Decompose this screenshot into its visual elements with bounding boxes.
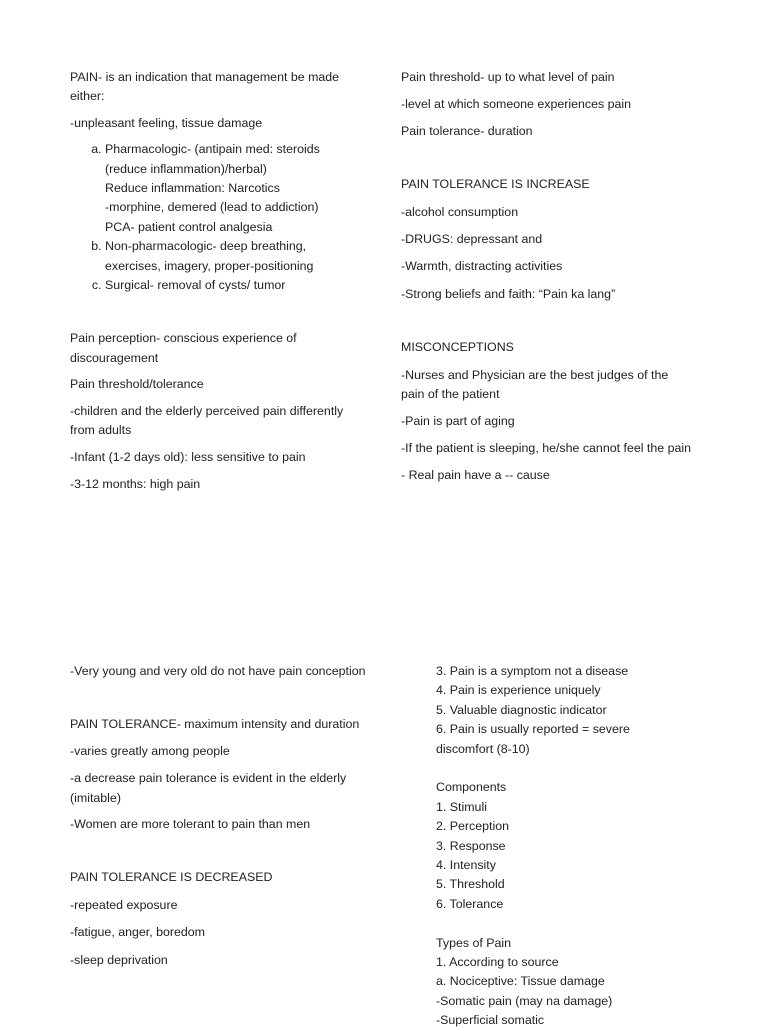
paragraph: -Nurses and Physician are the best judges of the pain of the patient: [401, 367, 669, 402]
paragraph: Pain threshold- up to what level of pain: [401, 70, 615, 84]
text-line: 3. Response: [436, 838, 506, 853]
text-line: discomfort (8-10): [436, 741, 530, 756]
paragraph: -Pain is part of aging: [401, 414, 515, 429]
list-item: [105, 276, 370, 295]
text-line: 3. Pain is a symptom not a disease: [436, 664, 629, 678]
text-line: -Somatic pain (may na damage): [436, 993, 613, 1008]
paragraph: -3-12 months: high pain: [70, 476, 201, 491]
paragraph: -repeated exposure: [70, 897, 178, 912]
text-line: 6. Pain is usually reported = severe: [436, 722, 630, 737]
paragraph: Pain tolerance- duration: [401, 123, 533, 138]
paragraph: PAIN- is an indication that management be made either:: [70, 70, 340, 104]
list-line: exercises, imagery, proper-positioning: [105, 258, 314, 273]
paragraph: -a decrease pain tolerance is evident in the elderly (imitable): [70, 771, 347, 805]
paragraph: -level at which someone experiences pain: [401, 97, 632, 112]
list-line: PCA- patient control analgesia: [105, 219, 273, 234]
paragraph: -fatigue, anger, boredom: [70, 925, 206, 940]
list-line: a. Pharmacologic- (antipain med: steroids: [105, 142, 320, 157]
paragraph: -If the patient is sleeping, he/she cannot feel the pain: [401, 440, 692, 455]
list-item: [105, 237, 370, 276]
blank-line: [436, 759, 696, 778]
section-heading: Components: [436, 780, 507, 795]
section-heading: PAIN TOLERANCE IS INCREASE: [401, 177, 590, 192]
text-line: 4. Intensity: [436, 858, 496, 873]
paragraph: Pain perception- conscious experience of discouragement: [70, 331, 297, 365]
text-line: -Superficial somatic: [436, 1013, 545, 1028]
paragraph: -Infant (1-2 days old): less sensitive to pain: [70, 449, 306, 464]
text-line: 1. Stimuli: [436, 799, 487, 814]
paragraph: -DRUGS: depressant and: [401, 232, 543, 247]
paragraph: -Women are more tolerant to pain than men: [70, 817, 311, 832]
text-line: 5. Valuable diagnostic indicator: [436, 702, 607, 717]
text-line: 6. Tolerance: [436, 896, 504, 911]
blank-line: [436, 914, 696, 933]
paragraph: -alcohol consumption: [401, 204, 519, 219]
list-line: (reduce inflammation)/herbal): [105, 161, 267, 176]
list-line: b. Non-pharmacologic- deep breathing,: [105, 239, 307, 254]
list-line: c. Surgical- removal of cysts/ tumor: [105, 278, 286, 293]
paragraph: Pain threshold/tolerance: [70, 377, 204, 392]
list-item: [105, 140, 370, 237]
paragraph: -Warmth, distracting activities: [401, 259, 563, 274]
text-line: 2. Perception: [436, 819, 510, 834]
section-heading: PAIN TOLERANCE- maximum intensity and duration: [70, 717, 360, 732]
text-line: 4. Pain is experience uniquely: [436, 683, 601, 698]
paragraph: -Strong beliefs and faith: “Pain ka lang”: [401, 286, 616, 301]
right-top-column: [401, 68, 693, 486]
treatment-list: [70, 140, 370, 295]
section-heading: Types of Pain: [436, 935, 512, 950]
left-bottom-column: [70, 662, 370, 970]
paragraph: -sleep deprivation: [70, 952, 168, 967]
right-bottom-column: [436, 662, 696, 1031]
list-line: Reduce inflammation: Narcotics: [105, 181, 280, 196]
text-line: 1. According to source: [436, 955, 559, 970]
section-heading: PAIN TOLERANCE IS DECREASED: [70, 870, 273, 885]
paragraph: -unpleasant feeling, tissue damage: [70, 115, 263, 130]
paragraph: - Real pain have a -- cause: [401, 468, 550, 483]
text-line: a. Nociceptive: Tissue damage: [436, 974, 605, 989]
left-top-column: [70, 68, 370, 494]
section-heading: MISCONCEPTIONS: [401, 340, 514, 355]
paragraph: -children and the elderly perceived pain differently from adults: [70, 403, 344, 438]
text-line: 5. Threshold: [436, 877, 505, 892]
list-line: -morphine, demered (lead to addiction): [105, 200, 319, 215]
paragraph: -varies greatly among people: [70, 743, 230, 758]
paragraph: -Very young and very old do not have pain conception: [70, 664, 366, 678]
